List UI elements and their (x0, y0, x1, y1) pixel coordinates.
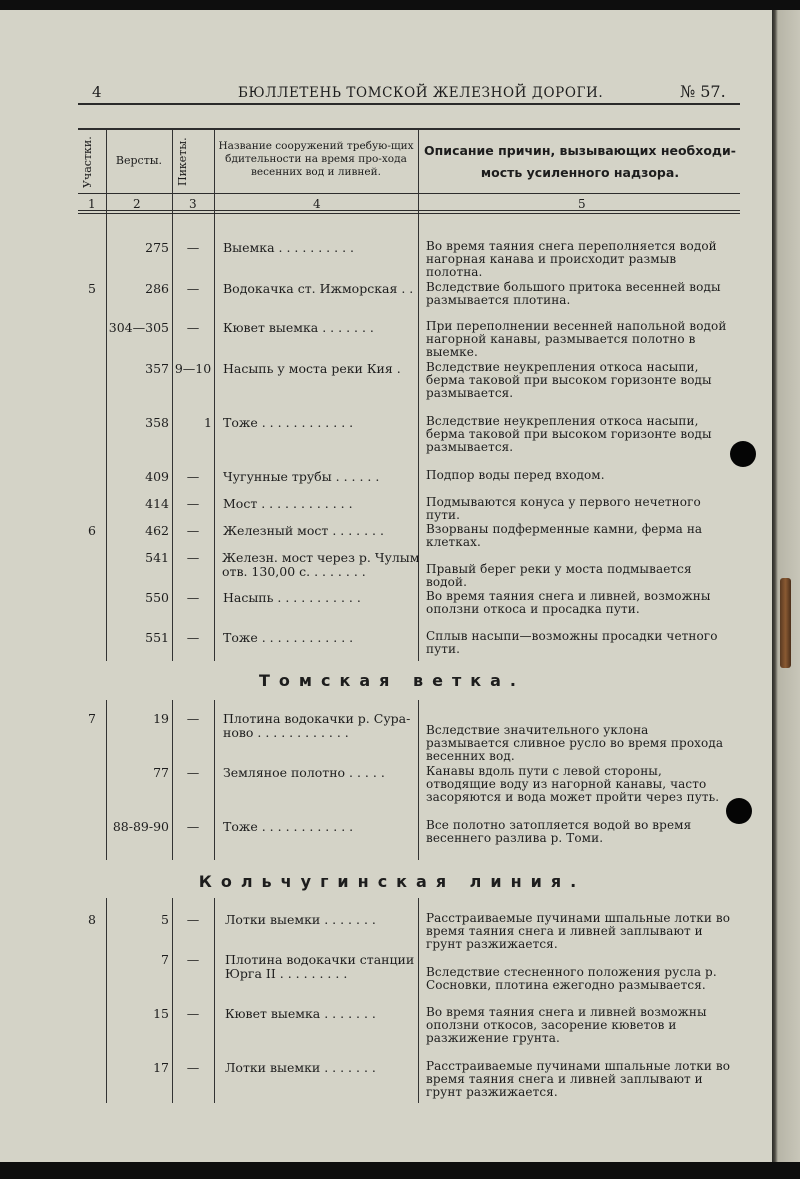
verst-cell: 541 (145, 550, 169, 565)
picket-cell: — (186, 912, 200, 927)
column-header-districts: Участки. (81, 136, 94, 188)
header-rule (78, 103, 740, 105)
verst-cell: 462 (145, 523, 169, 538)
structure-cell: Тоже . . . . . . . . . . . . (223, 415, 354, 430)
description-cell: Взорваны подферменные камни, ферма на клетках. (426, 522, 703, 549)
picket-cell: — (186, 630, 200, 645)
description-cell: Подмываются конуса у первого нечетного пути. (426, 495, 701, 522)
verst-cell: 7 (161, 952, 169, 967)
issue-number: № 57. (680, 82, 726, 101)
description-cell: Вследствие большого притока весенней воды размывается плотина. (426, 280, 721, 307)
header-divider-rule (78, 193, 740, 194)
picket-cell: — (186, 281, 200, 296)
column-divider (106, 214, 107, 661)
punch-hole (726, 798, 752, 824)
structure-cell: Мост . . . . . . . . . . . . (223, 496, 353, 511)
column-divider (214, 130, 215, 213)
column-divider (214, 700, 215, 860)
column-divider (172, 130, 173, 213)
column-header-description: Описание причин, вызывающих необходи-мость усиленного надзора. (424, 143, 736, 180)
district-cell: 5 (88, 281, 96, 296)
description-cell: Подпор воды перед входом. (426, 468, 605, 482)
structure-cell: Железн. мост через р. Чулым отв. 130,00 с. . . . . . . . (222, 550, 420, 579)
column-divider (418, 700, 419, 860)
page-number: 4 (92, 83, 102, 101)
column-number-3: 3 (189, 197, 197, 211)
column-number-2: 2 (133, 197, 141, 211)
structure-cell: Чугунные трубы . . . . . . (223, 469, 380, 484)
structure-cell: Насыпь у моста реки Кия . (223, 361, 401, 376)
column-header-structures: Название сооружений требую-щих бдительности на время про-хода весенних вод и ливней. (218, 140, 414, 178)
column-header-pickets: Пикеты. (176, 137, 189, 187)
structure-cell: Выемка . . . . . . . . . . (223, 240, 354, 255)
verst-cell: 357 (145, 361, 169, 376)
description-cell: Сплыв насыпи—возможны просадки четного пути. (426, 629, 718, 656)
column-divider (214, 898, 215, 1103)
column-divider (106, 130, 107, 213)
picket-cell: — (186, 590, 200, 605)
description-cell: Канавы вдоль пути с левой стороны, отводящие воду из нагорной канавы, часто засоряются и вода может пройти через путь. (426, 764, 720, 804)
structure-cell: Железный мост . . . . . . . (223, 523, 384, 538)
column-divider (418, 214, 419, 661)
verst-cell: 19 (153, 711, 169, 726)
verst-cell: 409 (145, 469, 169, 484)
district-cell: 7 (88, 711, 96, 726)
picket-cell: — (186, 819, 200, 834)
verst-cell: 304—305 (108, 320, 169, 335)
numbers-divider-rule (78, 210, 740, 211)
structure-cell: Кювет выемка . . . . . . . (225, 1006, 376, 1021)
column-divider (418, 898, 419, 1103)
verst-cell: 286 (145, 281, 169, 296)
description-cell: Вследствие значительного уклона размывается сливное русло во время прохода весенних вод. (426, 723, 724, 763)
picket-cell: — (186, 240, 200, 255)
picket-cell: 9—10 (174, 361, 212, 376)
structure-cell: Лотки выемки . . . . . . . (225, 912, 376, 927)
column-divider (106, 700, 107, 860)
column-divider (172, 700, 173, 860)
numbers-divider-rule-2 (78, 213, 740, 214)
verst-cell: 275 (145, 240, 169, 255)
structure-cell: Кювет выемка . . . . . . . (223, 320, 374, 335)
description-cell: Правый берег реки у моста подмывается водой. (426, 562, 692, 589)
picket-cell: — (186, 550, 200, 565)
picket-cell: — (186, 523, 200, 538)
picket-cell: — (186, 320, 200, 335)
structure-cell: Тоже . . . . . . . . . . . . (223, 630, 354, 645)
column-number-1: 1 (88, 197, 96, 211)
structure-cell: Лотки выемки . . . . . . . (225, 1060, 376, 1075)
column-divider (214, 214, 215, 661)
punch-hole (730, 441, 756, 467)
district-cell: 6 (88, 523, 96, 538)
column-divider (418, 130, 419, 213)
structure-cell: Плотина водокачки р. Сура- ново . . . . . . . . . . . . (223, 711, 411, 740)
verst-cell: 17 (153, 1060, 169, 1075)
structure-cell: Плотина водокачки станции Юрга II . . . . . . . . . (225, 952, 415, 981)
description-cell: Во время таяния снега и ливней, возможны оползни откоса и просадка пути. (426, 589, 711, 616)
section-title-kolchugino-line: Кольчугинская линия. (198, 872, 586, 891)
picket-cell: — (186, 952, 200, 967)
verst-cell: 358 (145, 415, 169, 430)
description-cell: Вследствие стесненного положения русла р. Сосновки, плотина ежегодно размывается. (426, 965, 717, 992)
table-top-rule (78, 128, 740, 130)
verst-cell: 5 (161, 912, 169, 927)
description-cell: Во время таяния снега переполняется водой нагорная канава и происходит размыв полотна. (426, 239, 717, 279)
verst-cell: 550 (145, 590, 169, 605)
structure-cell: Тоже . . . . . . . . . . . . (223, 819, 354, 834)
description-cell: Вследствие неукрепления откоса насыпи, берма таковой при высоком горизонте воды размывается. (426, 414, 712, 454)
column-header-versts: Версты. (115, 154, 163, 167)
structure-cell: Насыпь . . . . . . . . . . . (223, 590, 361, 605)
column-divider (172, 898, 173, 1103)
verst-cell: 77 (153, 765, 169, 780)
column-number-4: 4 (313, 197, 321, 211)
verst-cell: 15 (153, 1006, 169, 1021)
picket-cell: — (186, 1060, 200, 1075)
verst-cell: 414 (145, 496, 169, 511)
description-cell: Во время таяния снега и ливней возможны оползни откосов, засорение кюветов и разжижение грунта. (426, 1005, 707, 1045)
column-divider (106, 898, 107, 1103)
picket-cell: — (186, 496, 200, 511)
description-cell: Расстраиваемые пучинами шпальные лотки во время таяния снега и ливней заплывают и грунт разжижается. (426, 1059, 731, 1099)
description-cell: Вследствие неукрепления откоса насыпи, берма таковой при высоком горизонте воды размывается. (426, 360, 712, 400)
picket-cell: 1 (204, 415, 212, 430)
picket-cell: — (186, 469, 200, 484)
column-number-5: 5 (578, 197, 586, 211)
bulletin-title: БЮЛЛЕТЕНЬ ТОМСКОЙ ЖЕЛЕЗНОЙ ДОРОГИ. (238, 85, 604, 101)
description-cell: При переполнении весенней напольной водой нагорной канавы, размывается полотно в выемке. (426, 319, 727, 359)
binding-thread (780, 578, 791, 668)
picket-cell: — (186, 765, 200, 780)
picket-cell: — (186, 711, 200, 726)
scan-border-bottom (0, 1162, 800, 1179)
verst-cell: 551 (145, 630, 169, 645)
description-cell: Расстраиваемые пучинами шпальные лотки во время таяния снега и ливней заплывают и грунт разжижается. (426, 911, 731, 951)
column-divider (172, 214, 173, 661)
structure-cell: Земляное полотно . . . . . (223, 765, 385, 780)
picket-cell: — (186, 1006, 200, 1021)
structure-cell: Водокачка ст. Ижморская . . (223, 281, 414, 296)
section-title-tomsk-branch: Томская ветка. (259, 671, 525, 690)
verst-cell: 88-89-90 (112, 819, 169, 834)
district-cell: 8 (88, 912, 96, 927)
description-cell: Все полотно затопляется водой во время весеннего разлива р. Томи. (426, 818, 692, 845)
